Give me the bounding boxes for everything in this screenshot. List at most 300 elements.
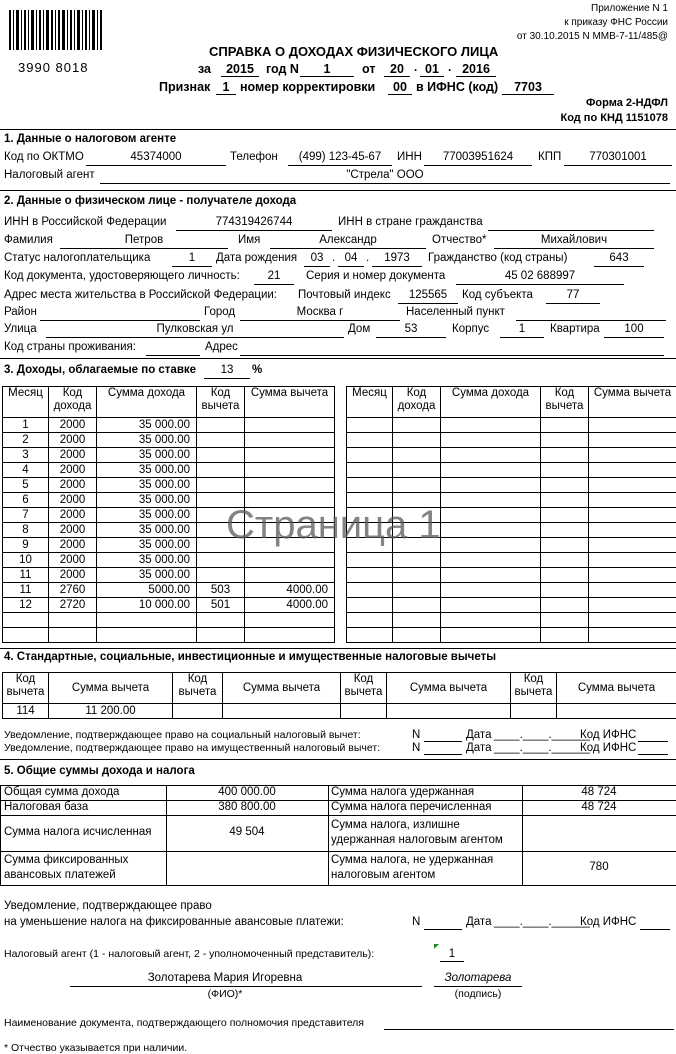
table-cell: [347, 553, 393, 568]
table-cell: [245, 568, 335, 583]
appendix-line2: к приказу ФНС России: [564, 17, 668, 28]
table-row: [347, 463, 676, 478]
deduction-sum-header-2: Сумма вычета: [589, 387, 676, 418]
table-cell: [347, 583, 393, 598]
table-cell: [393, 478, 441, 493]
table-cell: [49, 628, 97, 643]
table-cell: [589, 448, 676, 463]
table-cell: [541, 433, 589, 448]
appendix-line3: от 30.10.2015 N ММВ-7-11/485@: [516, 31, 668, 42]
table-cell: 2000: [49, 523, 97, 538]
table-cell: [347, 613, 393, 628]
house-value: 53: [404, 323, 418, 335]
region-label: Код субъекта: [462, 289, 533, 301]
table-cell: [441, 613, 541, 628]
table-row: [347, 628, 676, 643]
divider: [0, 759, 676, 760]
table-cell: 35 000.00: [97, 523, 197, 538]
table-cell: 1: [3, 418, 49, 433]
table-cell: [245, 613, 335, 628]
deduction-code-header-2: Код вычета: [541, 387, 589, 418]
table-cell: 4000.00: [245, 583, 335, 598]
table-cell: [541, 508, 589, 523]
signer-fio: Золотарева Мария Игоревна: [147, 972, 303, 984]
table-cell: [441, 553, 541, 568]
table-cell: 35 000.00: [97, 538, 197, 553]
table-cell: 35 000.00: [97, 418, 197, 433]
ot-label: от: [362, 62, 376, 76]
tax-base-value: 380 800.00: [218, 801, 276, 813]
table-cell: [393, 568, 441, 583]
fixed-payments-label: Сумма фиксированных авансовых платежей: [4, 854, 129, 881]
table-cell: 2: [3, 433, 49, 448]
firstname-value: Александр: [319, 234, 377, 246]
status-label: Статус налогоплательщика: [4, 252, 151, 264]
phone-label: Телефон: [230, 151, 278, 163]
tax-calc-label: Сумма налога исчисленная: [4, 826, 152, 838]
date-year: 2016: [462, 62, 490, 76]
table-cell: [97, 628, 197, 643]
table-cell: 501: [197, 598, 245, 613]
oktmo-label: Код по ОКТМО: [4, 151, 84, 163]
table-row: [3, 418, 335, 433]
table-cell: 2000: [49, 553, 97, 568]
table-cell: [347, 478, 393, 493]
table-cell: [441, 493, 541, 508]
date-month: 01: [425, 62, 439, 76]
phone-value: (499) 123-45-67: [298, 151, 382, 163]
table-row: [3, 448, 335, 463]
table-cell: [541, 463, 589, 478]
table-cell: [589, 508, 676, 523]
table-cell: 11: [3, 568, 49, 583]
fixed-notice-ifns: Код ИФНС: [580, 916, 637, 928]
table-cell: [393, 433, 441, 448]
priznak-value: 1: [222, 80, 230, 94]
ifns-value: 7703: [514, 80, 542, 94]
tax-rate-value: 13: [220, 364, 234, 376]
table-cell: 5000.00: [97, 583, 197, 598]
ifns-label: в ИФНС (код): [416, 80, 499, 94]
table-row: [347, 598, 676, 613]
appendix-note: [517, 2, 668, 44]
table-cell: [393, 598, 441, 613]
table-cell: [393, 583, 441, 598]
corr-label: номер корректировки: [240, 80, 376, 94]
table-row: [347, 568, 676, 583]
table-cell: 2000: [49, 478, 97, 493]
table-cell: [197, 463, 245, 478]
table-cell: 2000: [49, 418, 97, 433]
table-cell: 5: [3, 478, 49, 493]
agent-name: "Стрела" ООО: [346, 169, 424, 181]
form-title: СПРАВКА О ДОХОДАХ ФИЗИЧЕСКОГО ЛИЦА: [209, 44, 499, 59]
ded-code-value: 114: [3, 704, 49, 719]
table-cell: 8: [3, 523, 49, 538]
table-cell: 2000: [49, 433, 97, 448]
inn-rf-label: ИНН в Российской Федерации: [4, 216, 167, 228]
lastname-value: Петров: [124, 234, 164, 246]
table-cell: [589, 493, 676, 508]
table-cell: [347, 568, 393, 583]
deductions-header: [3, 673, 676, 704]
citizenship-label: Гражданство (код страны): [428, 252, 568, 264]
section1-title: 1. Данные о налоговом агенте: [4, 133, 177, 145]
agent-inn-label: ИНН: [397, 151, 422, 163]
not-withheld-value: 780: [589, 861, 609, 873]
ded-sum-value: 11 200.00: [49, 704, 173, 719]
table-cell: [589, 628, 676, 643]
table-cell: [541, 478, 589, 493]
table-row: [3, 613, 335, 628]
table-row: [3, 463, 335, 478]
table-cell: [441, 538, 541, 553]
status-value: 1: [188, 252, 196, 264]
table-cell: [541, 523, 589, 538]
locality-label: Населенный пункт: [406, 306, 505, 318]
deduction-sum-header: Сумма вычета: [245, 387, 335, 418]
table-cell: [541, 538, 589, 553]
corr-value: 00: [393, 80, 407, 94]
street-label: Улица: [4, 323, 37, 335]
income-table-right-header: [347, 387, 676, 418]
table-row: [3, 583, 335, 598]
ded-code-header-4: Код вычета: [511, 673, 557, 704]
withheld-label: Сумма налога удержанная: [331, 786, 475, 798]
doc-code-value: 21: [267, 270, 281, 282]
table-cell: [245, 463, 335, 478]
authority-doc-label: Наименование документа, подтверждающего полномочия представителя: [4, 1017, 364, 1029]
table-cell: [441, 418, 541, 433]
kpp-value: 770301001: [589, 151, 647, 163]
table-cell: [347, 463, 393, 478]
income-sum-header: Сумма дохода: [97, 387, 197, 418]
table-cell: 2000: [49, 568, 97, 583]
lastname-label: Фамилия: [4, 234, 53, 246]
table-cell: 2000: [49, 448, 97, 463]
signature-caption: (подпись): [454, 988, 502, 1000]
table-cell: 3: [3, 448, 49, 463]
table-row: [347, 433, 676, 448]
table-row: [3, 478, 335, 493]
country-label: Код страны проживания:: [4, 341, 136, 353]
table-cell: 4000.00: [245, 598, 335, 613]
table-cell: [441, 598, 541, 613]
year-n-label: год N: [266, 62, 299, 76]
table-cell: [245, 448, 335, 463]
street-value: Пулковская ул: [156, 323, 234, 335]
property-notice-ifns: Код ИФНС: [580, 742, 637, 754]
patronymic-value: Михайлович: [540, 234, 608, 246]
table-cell: [245, 418, 335, 433]
cert-number: 1: [323, 62, 331, 76]
property-notice-n: N: [412, 742, 421, 754]
doc-series-value: 45 02 688997: [504, 270, 576, 282]
date-day: 20: [390, 62, 404, 76]
ded-code-header-3: Код вычета: [341, 673, 387, 704]
oktmo-value: 45374000: [130, 151, 182, 163]
withheld-value: 48 724: [581, 786, 617, 798]
table-cell: 35 000.00: [97, 553, 197, 568]
tax-base-label: Налоговая база: [4, 801, 89, 813]
table-cell: [441, 628, 541, 643]
table-cell: [197, 613, 245, 628]
table-cell: [441, 568, 541, 583]
table-cell: [49, 613, 97, 628]
table-cell: 35 000.00: [97, 463, 197, 478]
table-cell: [245, 478, 335, 493]
table-cell: [245, 628, 335, 643]
table-cell: [347, 418, 393, 433]
social-notice-ifns: Код ИФНС: [580, 729, 637, 741]
table-cell: 35 000.00: [97, 568, 197, 583]
table-cell: [541, 613, 589, 628]
za-label: за: [198, 62, 212, 76]
table-cell: 35 000.00: [97, 478, 197, 493]
ded-code-header-2: Код вычета: [173, 673, 223, 704]
table-row: [3, 568, 335, 583]
table-cell: [197, 628, 245, 643]
table-cell: 12: [3, 598, 49, 613]
table-row: [3, 598, 335, 613]
table-row: [347, 613, 676, 628]
table-cell: [441, 583, 541, 598]
table-row: [3, 433, 335, 448]
table-cell: 35 000.00: [97, 448, 197, 463]
signature: Золотарева: [444, 972, 512, 984]
house-label: Дом: [348, 323, 371, 335]
table-cell: [347, 598, 393, 613]
table-cell: 503: [197, 583, 245, 598]
table-cell: [541, 568, 589, 583]
table-cell: [589, 568, 676, 583]
section4-title: 4. Стандартные, социальные, инвестиционные и имущественные налоговые вычеты: [4, 651, 497, 663]
birth-label: Дата рождения: [216, 252, 298, 264]
ded-sum-header-4: Сумма вычета: [557, 673, 676, 704]
table-cell: 35 000.00: [97, 493, 197, 508]
knd-code: Код по КНД 1151078: [560, 112, 668, 124]
table-cell: [589, 613, 676, 628]
income-table-header: [3, 387, 335, 418]
table-cell: [441, 478, 541, 493]
table-cell: [441, 448, 541, 463]
table-cell: 2720: [49, 598, 97, 613]
inn-foreign-label: ИНН в стране гражданства: [338, 216, 483, 228]
citizenship-value: 643: [609, 252, 629, 264]
table-cell: [197, 418, 245, 433]
table-cell: [245, 553, 335, 568]
table-cell: [3, 613, 49, 628]
table-cell: 11: [3, 583, 49, 598]
table-cell: [541, 448, 589, 463]
table-cell: [197, 478, 245, 493]
table-cell: [393, 613, 441, 628]
transferred-label: Сумма налога перечисленная: [331, 801, 492, 813]
deductions-row: [3, 704, 676, 719]
fio-caption: (ФИО)*: [207, 988, 243, 1000]
section5-title: 5. Общие суммы дохода и налога: [4, 765, 195, 777]
total-income-label: Общая сумма дохода: [4, 786, 120, 798]
table-cell: 2760: [49, 583, 97, 598]
table-cell: [541, 598, 589, 613]
table-cell: [589, 538, 676, 553]
page-watermark: Страница 1: [226, 503, 441, 547]
table-cell: [393, 448, 441, 463]
table-cell: 2000: [49, 463, 97, 478]
building-label: Корпус: [452, 323, 490, 335]
divider: [0, 190, 676, 191]
table-cell: 10: [3, 553, 49, 568]
footnote: * Отчество указывается при наличии.: [4, 1042, 188, 1054]
table-cell: [589, 418, 676, 433]
table-cell: 2000: [49, 508, 97, 523]
property-notice-label: Уведомление, подтверждающее право на имущественный налоговый вычет:: [4, 742, 381, 754]
table-cell: [245, 433, 335, 448]
income-code-header: Код дохода: [49, 387, 97, 418]
agent-type-label: Налоговый агент (1 - налоговый агент, 2 - уполномоченный представитель):: [4, 948, 375, 960]
table-cell: [347, 628, 393, 643]
ded-sum-header: Сумма вычета: [49, 673, 173, 704]
year-value: 2015: [226, 62, 254, 76]
table-cell: [3, 628, 49, 643]
inn-rf-value: 774319426744: [215, 216, 293, 228]
divider: [0, 358, 676, 359]
table-cell: [197, 433, 245, 448]
table-cell: [589, 553, 676, 568]
kpp-label: КПП: [538, 151, 562, 163]
table-row: [347, 448, 676, 463]
table-cell: [441, 508, 541, 523]
table-row: [347, 553, 676, 568]
section2-title: 2. Данные о физическом лице - получателе дохода: [4, 195, 297, 207]
agent-inn-value: 77003951624: [442, 151, 514, 163]
divider: [0, 129, 676, 130]
birth-day: 03: [310, 252, 324, 264]
table-cell: [197, 448, 245, 463]
table-cell: [441, 463, 541, 478]
table-cell: [197, 568, 245, 583]
table-cell: [347, 433, 393, 448]
barcode-number: 3990 8018: [18, 60, 89, 75]
ded-code-header: Код вычета: [3, 673, 49, 704]
address-label: Адрес места жительства в Российской Федерации:: [4, 289, 278, 301]
appendix-line1: Приложение N 1: [591, 3, 668, 14]
table-cell: [393, 463, 441, 478]
firstname-label: Имя: [238, 234, 261, 246]
not-withheld-label: Сумма налога, не удержанная налоговым агентом: [331, 854, 494, 881]
table-cell: 7: [3, 508, 49, 523]
table-row: [347, 478, 676, 493]
table-cell: 4: [3, 463, 49, 478]
table-cell: [347, 448, 393, 463]
table-cell: [589, 598, 676, 613]
city-value: Москва г: [296, 306, 344, 318]
table-row: [3, 553, 335, 568]
table-row: [347, 583, 676, 598]
deductions-table: [2, 672, 676, 719]
barcode: [9, 10, 103, 60]
table-cell: [393, 418, 441, 433]
addr2-label: Адрес: [205, 341, 238, 353]
priznak-label: Признак: [159, 80, 211, 94]
agent-type-value: 1: [448, 948, 456, 960]
table-cell: [541, 493, 589, 508]
social-notice-date: Дата: [466, 729, 492, 741]
table-cell: 2000: [49, 493, 97, 508]
deduction-code-header: Код вычета: [197, 387, 245, 418]
table-cell: [393, 553, 441, 568]
table-cell: [197, 553, 245, 568]
fixed-notice-line1: Уведомление, подтверждающее право: [4, 900, 212, 912]
ded-sum-header-2: Сумма вычета: [223, 673, 341, 704]
corner-marker: [434, 944, 439, 949]
form-code: Форма 2-НДФЛ: [586, 97, 668, 109]
district-label: Район: [4, 306, 37, 318]
table-cell: [589, 478, 676, 493]
table-cell: [541, 628, 589, 643]
postcode-value: 125565: [408, 289, 448, 301]
table-cell: 35 000.00: [97, 433, 197, 448]
fixed-notice-date: Дата: [466, 916, 492, 928]
patronymic-label: Отчество*: [432, 234, 487, 246]
table-cell: [541, 418, 589, 433]
table-cell: 6: [3, 493, 49, 508]
flat-value: 100: [624, 323, 644, 335]
tax-rate-percent: %: [252, 364, 263, 376]
region-value: 77: [566, 289, 580, 301]
excess-label: Сумма налога, излишне удержанная налоговым агентом: [331, 819, 503, 846]
table-row: [3, 628, 335, 643]
doc-series-label: Серия и номер документа: [306, 270, 446, 282]
month-header: Месяц: [3, 387, 49, 418]
flat-label: Квартира: [550, 323, 600, 335]
property-notice-date: Дата: [466, 742, 492, 754]
building-value: 1: [518, 323, 526, 335]
table-cell: 2000: [49, 538, 97, 553]
table-cell: [589, 463, 676, 478]
table-cell: [541, 553, 589, 568]
table-cell: [393, 628, 441, 643]
table-cell: 9: [3, 538, 49, 553]
table-cell: [589, 433, 676, 448]
table-cell: [441, 433, 541, 448]
doc-code-label: Код документа, удостоверяющего личность:: [4, 270, 240, 282]
section3-title: 3. Доходы, облагаемые по ставке: [4, 364, 197, 376]
social-notice-n: N: [412, 729, 421, 741]
table-cell: 35 000.00: [97, 508, 197, 523]
tax-calc-value: 49 504: [229, 826, 265, 838]
birth-month: 04: [344, 252, 358, 264]
postcode-label: Почтовый индекс: [298, 289, 391, 301]
income-code-header-2: Код дохода: [393, 387, 441, 418]
fixed-notice-n: N: [412, 916, 421, 928]
table-cell: [589, 523, 676, 538]
fixed-notice-line2: на уменьшение налога на фиксированные авансовые платежи:: [4, 916, 344, 928]
agent-label: Налоговый агент: [4, 169, 95, 181]
month-header-2: Месяц: [347, 387, 393, 418]
birth-year: 1973: [384, 252, 410, 264]
total-income-value: 400 000.00: [218, 786, 276, 798]
city-label: Город: [204, 306, 236, 318]
divider: [0, 648, 676, 649]
table-cell: [97, 613, 197, 628]
transferred-value: 48 724: [581, 801, 617, 813]
table-row: [347, 418, 676, 433]
table-cell: [589, 583, 676, 598]
table-cell: [541, 583, 589, 598]
ded-sum-header-3: Сумма вычета: [387, 673, 511, 704]
social-notice-label: Уведомление, подтверждающее право на социальный налоговый вычет:: [4, 729, 361, 741]
